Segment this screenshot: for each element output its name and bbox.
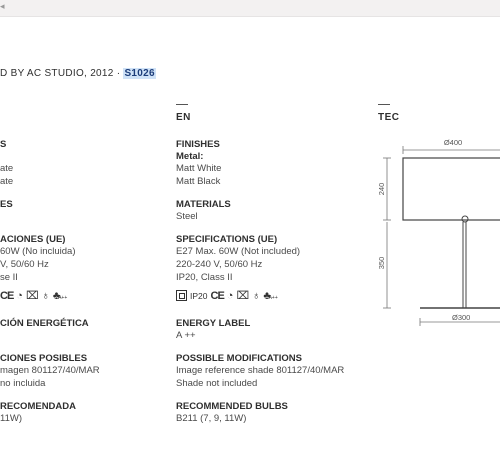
es-materials-title: ES (0, 199, 13, 210)
en-spec-3: IP20, Class II (176, 272, 233, 283)
credit-text: D BY AC STUDIO, 2012 · (0, 68, 124, 79)
dim-base-height-label: 350 (377, 256, 386, 270)
es-spec-2: V, 50/60 Hz (0, 259, 49, 270)
ce-mark-icon: CE (210, 289, 224, 302)
es-bulbs-1: 11W) (0, 413, 22, 424)
product-code[interactable]: S1026 (124, 68, 155, 79)
es-finish-2: ate (0, 176, 14, 187)
en-finish-material: Metal: (176, 151, 204, 162)
en-mods-1: Image reference shade 801127/40/MAR (176, 365, 345, 376)
dim-base-label: Ø300 (452, 313, 471, 322)
en-title: EN (176, 112, 191, 123)
no-bin-icon: ⌧ (25, 290, 39, 302)
energy-icon: ♣A++ (52, 289, 68, 302)
en-finish-1: Matt White (176, 163, 222, 174)
en-materials-title: MATERIALS (176, 199, 231, 210)
es-spec-1: 60W (No incluida) (0, 246, 76, 257)
es-bulbs-title: RECOMENDADA (0, 401, 76, 412)
en-rule (176, 104, 188, 105)
bulb-socket (462, 216, 468, 222)
en-cert-icons (176, 289, 278, 302)
en-energy-title: ENERGY LABEL (176, 318, 251, 329)
en-spec-title: SPECIFICATIONS (UE) (176, 234, 278, 245)
en-bulbs-title: RECOMMENDED BULBS (176, 401, 288, 412)
en-bulbs-1: B211 (7, 9, 11W) (176, 413, 247, 424)
dim-top-label: Ø400 (443, 138, 463, 147)
es-spec-3: se II (0, 272, 18, 283)
es-finish-1: ate (0, 163, 14, 174)
product-credit (0, 68, 156, 79)
bulb-icon: ♁ (41, 289, 50, 302)
en-mods-title: POSSIBLE MODIFICATIONS (176, 353, 302, 364)
ip20-label: IP20 (190, 290, 208, 301)
recycle-icon: ◔ (16, 289, 23, 302)
es-mods-2: no incluida (0, 378, 46, 389)
class-ii-icon (176, 290, 187, 301)
tec-rule (378, 104, 390, 105)
en-materials-1: Steel (176, 211, 198, 222)
browser-topbar (0, 0, 500, 17)
en-finishes-title: FINISHES (176, 139, 220, 150)
lamp-shade (403, 158, 500, 220)
es-cert-icons (0, 289, 67, 302)
dim-shade-height-label: 240 (377, 182, 386, 196)
en-energy-value: A ++ (176, 330, 196, 341)
en-spec-2: 220-240 V, 50/60 Hz (176, 259, 263, 270)
en-finish-2: Matt Black (176, 176, 221, 187)
es-mods-1: magen 801127/40/MAR (0, 365, 100, 376)
bulb-icon: ♁ (252, 289, 261, 302)
lamp-drawing (375, 130, 500, 330)
recycle-icon: ◔ (226, 289, 234, 302)
no-bin-icon: ⌧ (236, 290, 250, 302)
en-spec-1: E27 Max. 60W (Not included) (176, 246, 301, 257)
tec-title: TEC (378, 112, 400, 123)
es-spec-title: ACIONES (UE) (0, 234, 66, 245)
chevron-icon[interactable]: ◂ (0, 1, 5, 11)
es-energy-title: CIÓN ENERGÉTICA (0, 318, 89, 329)
energy-icon: ♣A++ (263, 289, 278, 302)
es-mods-title: CIONES POSIBLES (0, 353, 88, 364)
es-finishes-title: S (0, 139, 7, 150)
ce-mark-icon: CE (0, 289, 14, 302)
en-mods-2: Shade not included (176, 378, 258, 389)
